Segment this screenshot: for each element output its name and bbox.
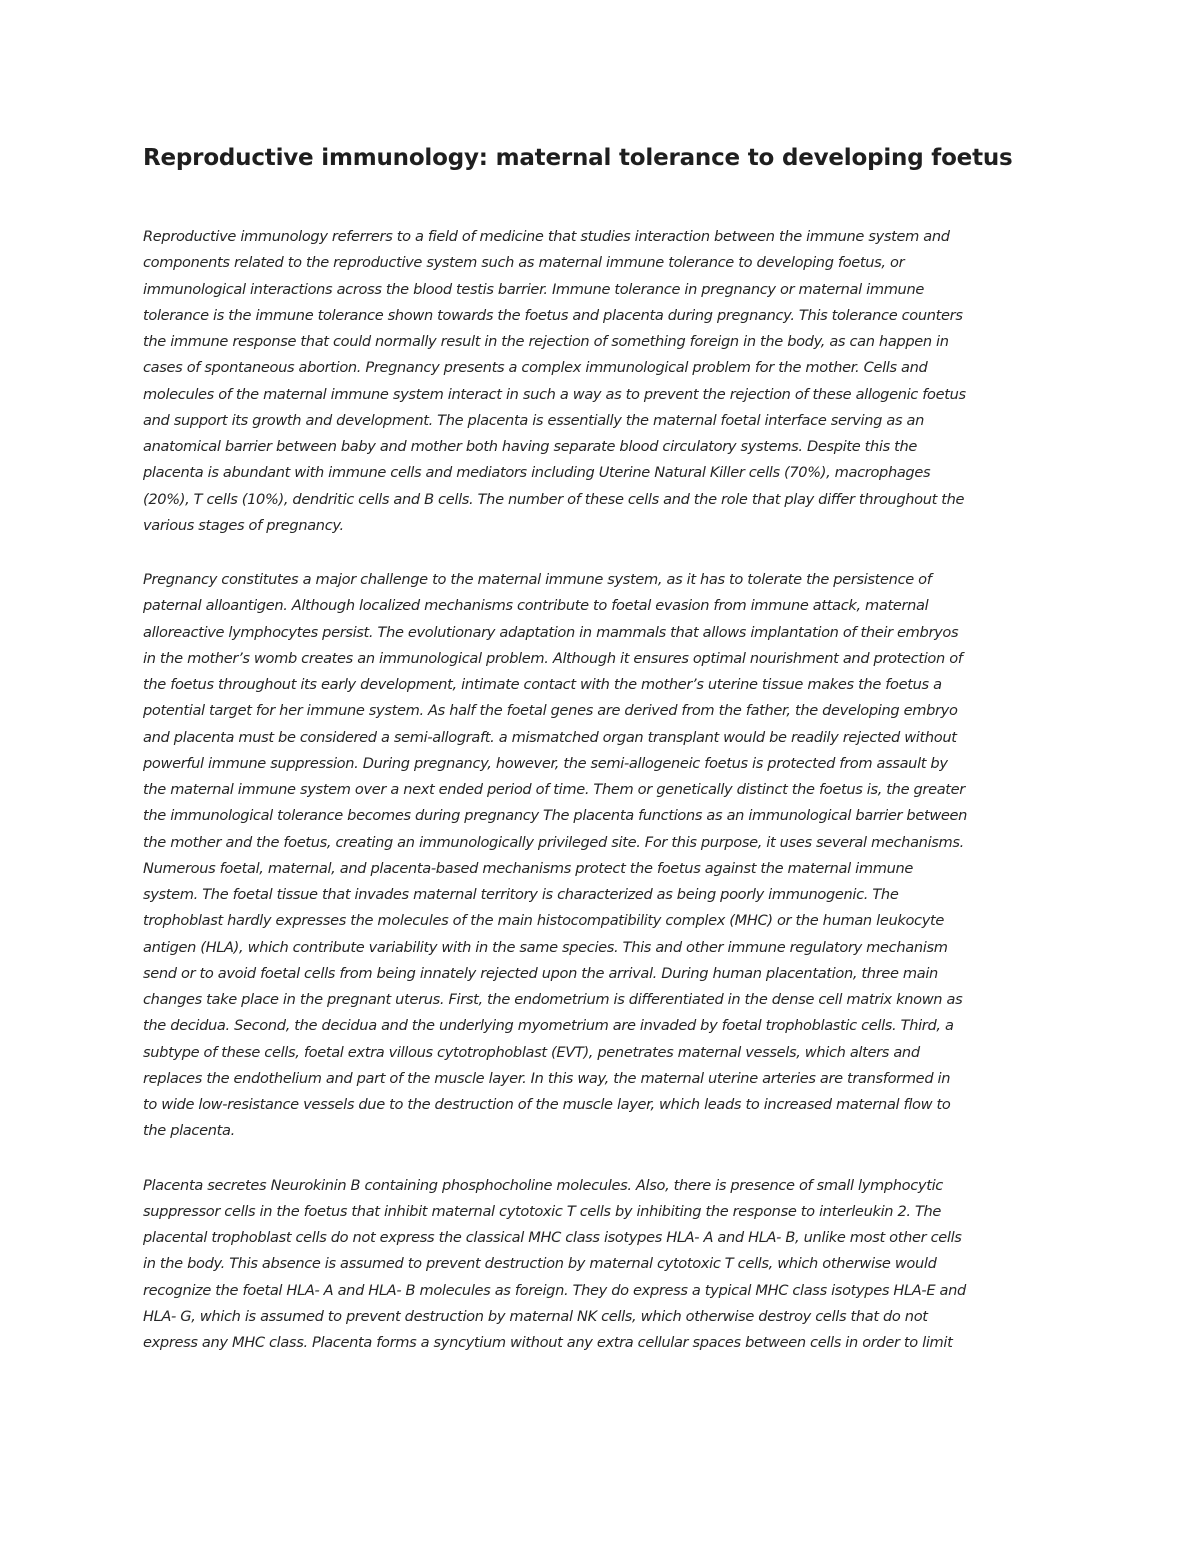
text-line: (20%), T cells (10%), dendritic cells and B cells. The number of these cells and the role that play differ throughout the [143,490,965,508]
paragraph-2 [143,567,1073,1145]
text-line: molecules of the maternal immune system interact in such a way as to prevent the rejection of these allogenic foetus [143,385,966,403]
text-line: placental trophoblast cells do not express the classical MHC class isotypes HLA- A and HLA- B, unlike most other cells [143,1229,962,1246]
text-line: to wide low-resistance vessels due to the destruction of the muscle layer, which leads to increased maternal flow to [143,1096,951,1113]
text-line: system. The foetal tissue that invades maternal territory is characterized as being poorly immunogenic. The [143,886,899,903]
text-line: in the mother’s womb creates an immunological problem. Although it ensures optimal nourishment and protection of [143,649,963,667]
text-line: antigen (HLA), which contribute variability with in the same species. This and other immune regulatory mechanism [143,938,948,956]
text-line: anatomical barrier between baby and mother both having separate blood circulatory systems. Despite this the [143,438,918,455]
text-line: send or to avoid foetal cells from being innately rejected upon the arrival. During human placentation, three main [143,964,938,982]
text-line: trophoblast hardly expresses the molecules of the main histocompatibility complex (MHC) or the human leukocyte [143,912,944,930]
text-line: potential target for her immune system. As half the foetal genes are derived from the father, the developing embryo [143,702,958,720]
text-line: suppressor cells in the foetus that inhibit maternal cytotoxic T cells by inhibiting the response to interleukin 2. The [143,1202,942,1220]
text-line: the mother and the foetus, creating an immunologically privileged site. For this purpose, it uses several mechanisms. [143,833,964,851]
text-line: various stages of pregnancy. [143,516,344,534]
text-line: the immunological tolerance becomes during pregnancy The placenta functions as an immunological barrier between [143,807,968,825]
text-line: recognize the foetal HLA- A and HLA- B molecules as foreign. They do express a typical MHC class isotypes HLA-E and [143,1281,966,1299]
text-line: tolerance is the immune tolerance shown towards the foetus and placenta during pregnancy. This tolerance counters [143,306,963,324]
text-line: Numerous foetal, maternal, and placenta-based mechanisms protect the foetus against the maternal immune [143,859,914,877]
text-line: components related to the reproductive system such as maternal immune tolerance to developing foetus, or [143,254,905,272]
text-line: in the body. This absence is assumed to prevent destruction by maternal cytotoxic T cells, which otherwise would [143,1255,937,1273]
text-line: cases of spontaneous abortion. Pregnancy presents a complex immunological problem for the mother. Cells and [143,359,928,377]
text-line: the immune response that could normally result in the rejection of something foreign in the body, as can happen in [143,333,949,350]
text-line: immunological interactions across the blood testis barrier. Immune tolerance in pregnancy or maternal immune [143,280,924,298]
text-line: changes take place in the pregnant uterus. First, the endometrium is differentiated in the dense cell matrix known as [143,991,963,1008]
text-line: and support its growth and development. The placenta is essentially the maternal foetal interface serving as an [143,411,924,429]
text-line: powerful immune suppression. During pregnancy, however, the semi-allogeneic foetus is protected from assault by [143,754,948,772]
text-line: the decidua. Second, the decidua and the underlying myometrium are invaded by foetal trophoblastic cells. Third, a [143,1017,954,1035]
text-line: express any MHC class. Placenta forms a syncytium without any extra cellular spaces between cells in order to limit [143,1334,953,1351]
text-line: HLA- G, which is assumed to prevent destruction by maternal NK cells, which otherwise destroy cells that do not [143,1307,928,1325]
text-line: placenta is abundant with immune cells and mediators including Uterine Natural Killer cells (70%), macrophages [143,464,931,482]
paragraph-1 [143,224,1073,539]
paragraph-3 [143,1173,1073,1357]
document-body [143,224,1073,1384]
text-line: paternal alloantigen. Although localized mechanisms contribute to foetal evasion from immune attack, maternal [143,597,929,615]
text-line: alloreactive lymphocytes persist. The evolutionary adaptation in mammals that allows implantation of their embryos [143,623,959,641]
document-title: Reproductive immunology: maternal tolerance to developing foetus [143,145,1013,171]
text-line: Pregnancy constitutes a major challenge to the maternal immune system, as it has to tolerate the persistence of [143,571,932,588]
text-line: subtype of these cells, foetal extra villous cytotrophoblast (EVT), penetrates maternal vessels, which alters and [143,1043,920,1061]
text-line: Reproductive immunology referrers to a field of medicine that studies interaction between the immune system and [143,228,950,245]
text-line: Placenta secretes Neurokinin B containing phosphocholine molecules. Also, there is presence of small lymphocytic [143,1176,943,1194]
text-line: and placenta must be considered a semi-allograft. a mismatched organ transplant would be readily rejected without [143,728,957,746]
text-line: replaces the endothelium and part of the muscle layer. In this way, the maternal uterine arteries are transformed in [143,1069,951,1087]
text-line: the placenta. [143,1122,235,1140]
text-line: the foetus throughout its early development, intimate contact with the mother’s uterine tissue makes the foetus a [143,676,942,693]
text-line: the maternal immune system over a next ended period of time. Them or genetically distinct the foetus is, the greater [143,781,965,798]
